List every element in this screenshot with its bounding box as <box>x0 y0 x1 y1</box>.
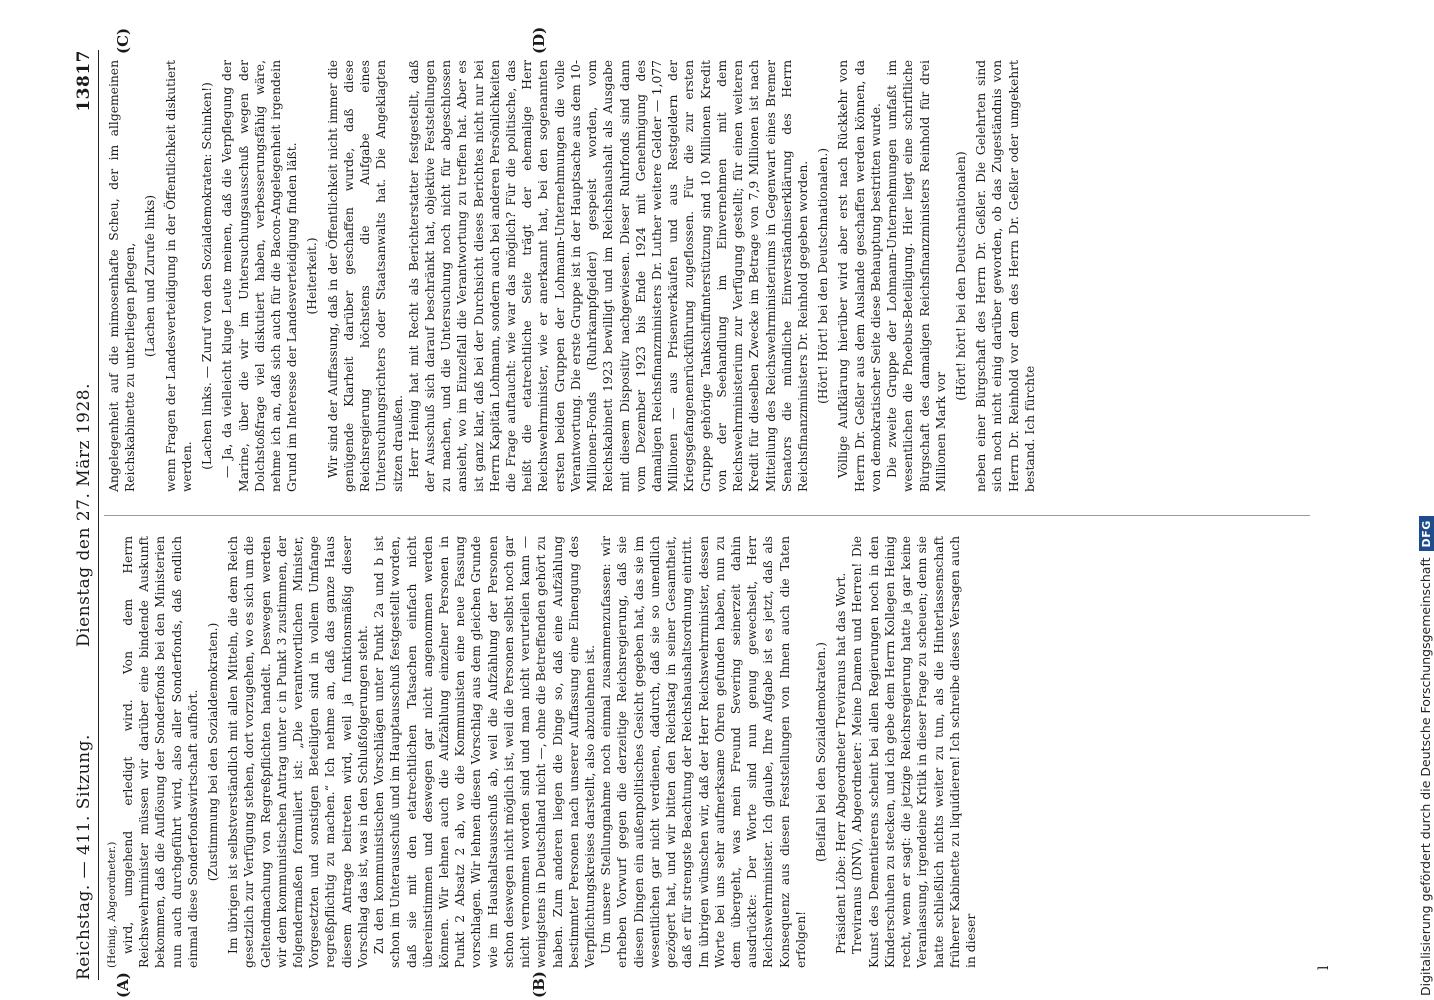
paragraph: Herr Heinig hat mit Recht als Berichterstatter festgestellt, daß der Ausschuß sich darauf beschränkt hat, objektive Feststellungen zu machen, und die Untersuchung noch nicht für abgeschlossen ansieht, wo im Einzelfall die Verantwortung zu treffen hat. Aber es ist ganz klar, daß bei der Durchsicht dieses Berichtes nicht nur bei Herrn Kapitän Lohmann, sondern auch bei anderen Persönlichkeiten die Frage auftaucht: wie war das möglich? Für die politische, das heißt die etatrechtliche Seite trägt der ehemalige Herr Reichswehrminister, wie er anerkannt hat, bei den sogenannten ersten beiden Gruppen der Lohmann-Unternehmungen die volle Verantwortung. Die erste Gruppe ist in der Hauptsache aus dem 10-Millionen-Fonds (Ruhrkampfgelder) gespeist worden, vom Reichskabinett 1923 bewilligt und im Reichshaushalt als Ausgabe mit diesem Dispositiv nachgewiesen. Dieser Ruhrfonds sind dann vom Dezember 1923 bis Ende 1924 mit Genehmigung des damaligen Reichsfinanzministers Dr. Luther weitere Gelder — 1,077 Millionen — aus Prisenverkäufen und aus Restgeldern der Kriegsgefangenenrückführung zugeflossen. Für die zur ersten Gruppe gehörige Tankschiffunterstützung sind 10 Millionen Kredit von der Seehandlung im Einvernehmen mit dem Reichswehrministerium zur Verfügung gestellt; für einen weiteren Kredit für dieselben Zwecke im Betrage von 7,9 Millionen ist nach Mitteilung des Reichswehrministeriums in Gegenwart eines Bremer Senators die mündliche Einverständniserklärung des Herrn Reichsfinanzministers Dr. Reinhold gegeben worden. <box>406 60 810 492</box>
paragraph: neben einer Bürgschaft des Herrn Dr. Geßler. Die Gelehrten sind sich noch nicht einig darüber geworden, ob das Zugeständnis von Herrn Dr. Reinhold vor dem des Herrn Dr. Geßler oder umgekehrt bestand. Ich fürchte <box>974 60 1037 492</box>
dfg-logo: DFG <box>1419 516 1434 551</box>
paragraph: wird, umgehend erledigt wird. Von dem Herrn Reichswehrminister müssen wir darüber eine bindende Auskunft bekommen, daß die Auflösung der Sonderfonds bei den Ministerien nun auch durchgeführt wird, also aller Sonderfonds, daß endlich einmal diese Sonderfondswirtschaft aufhört. <box>120 536 200 968</box>
interjection: (Heiterkeit.) <box>305 237 320 315</box>
scanned-document-page <box>60 26 1350 1000</box>
interjection: (Hört! hört! bei den Deutschnationalen) <box>953 151 968 401</box>
president-statement: Präsident Löbe: Herr Abgeordneter Treviranus hat das Wort. <box>834 572 849 954</box>
margin-marker-c: (C) <box>114 27 132 54</box>
column-divider <box>104 515 1310 516</box>
header-date: Dienstag den 27. März 1928. <box>74 383 94 647</box>
interjection: (Zustimmung bei den Sozialdemokraten.) <box>205 622 220 882</box>
interjection: (Lachen links. — Zuruf von den Sozialdemokraten: Schinken!) <box>200 82 215 470</box>
right-column <box>106 60 1306 492</box>
digitization-credit <box>1418 6 1434 1000</box>
paragraph: Die zweite Gruppe der Lohmann-Unternehmungen umfaßt im wesentlichen die Phoebus-Beteiligung. Hier liegt eine schriftliche Bürgschaft des damaligen Reichsfinanzministers Reinhold für drei Millionen Mark vor <box>885 60 948 492</box>
paragraph: wenn Fragen der Landesverteidigung in der Öffentlichkeit diskutiert werden. <box>163 60 194 492</box>
margin-marker-a: (A) <box>114 972 132 998</box>
margin-marker-b: (B) <box>530 971 548 998</box>
footer-mark: l <box>1316 965 1332 970</box>
page-number: 13817 <box>74 50 94 112</box>
interjection: (Hört! Hört! bei den Deutschnationalen.) <box>816 147 831 405</box>
paragraph: — Ja, da vielleicht kluge Leute meinen, daß die Verpflegung der Marine, über die wir im Untersuchungsausschuß wegen der Dolchstoßfrage viel diskutiert haben, verbesserungsfähig wäre, nehme ich an, daß sich auch für die Bacon-Angelegenheit irgendein Grund im Interesse der Landesverteidigung finden läßt. <box>220 60 300 492</box>
header-session: Reichstag. — 411. Sitzung. <box>74 734 94 980</box>
left-column <box>106 536 1306 968</box>
speaker-continuation: (Heinig, Abgeordneter.) <box>106 841 118 968</box>
speech-treviranus: Treviranus (DNV), Abgeordneter: Meine Damen und Herren! Die Kunst des Dementierens scheint bei allen Regierungen noch in den Kinderschuhen zu stecken, und ich gebe dem Herrn Kollegen Heinig recht, wenn er sagt: die jetzige Reichsregierung hatte ja gar keine Veranlassung, irgendeine Kritik in dieser Frage zu scheuen; denn sie hatte schließlich nichts weiter zu tun, als die Hinterlassenschaft früherer Kabinette zu liquidieren! Ich schreibe dieses Versagen auch in dieser <box>850 536 979 968</box>
credit-text: Digitalisierung gefördert durch die Deutsche Forschungsgemeinschaft <box>1418 557 1433 996</box>
header-rule <box>98 50 99 980</box>
interjection: (Lachen und Zurufe links) <box>143 194 158 358</box>
paragraph: Um unsere Stellungnahme noch einmal zusammenzufassen: wir erheben Vorwurf gegen die derzeitige Reichsregierung, daß sie diesen Dingen ein außenpolitisches Gesicht gegeben hat, das sie im wesentlichen gar nicht verdienen, dadurch, daß sie so unendlich gezögert hat, und wir bitten den Reichstag in seiner Gesamtheit, daß er für strengste Beachtung der Reichshaushaltsordnung eintritt. Im übrigen wünschen wir, daß der Herr Reichswehrminister, dessen Worte bei uns sehr aufmerksame Ohren gefunden haben, nun zu dem übergeht, was mein Freund Severing seinerzeit dahin ausdrückte: Der Worte sind nun genug gewechselt, Herr Reichswehrminister. Ich glaube, Ihre Aufgabe ist es jetzt, daß als Konsequenz aus diesen Feststellungen von Ihnen auch die Taten erfolgen! <box>599 536 808 968</box>
page-header <box>74 50 98 980</box>
interjection: (Beifall bei den Sozialdemokraten.) <box>814 642 829 862</box>
paragraph: Im übrigen ist selbstverständlich mit allen Mitteln, die dem Reich gesetzlich zur Verfügung stehen, dort vorzugehen, wo es sich um die Geltendmachung von Regreßpflichten handelt. Deswegen werden wir dem kommunistischen Antrag unter c in Punkt 3 zustimmen, der folgendermaßen formuliert ist: „Die verantwortlichen Minister, Vorgesetzten und sonstigen Beteiligten sind in vollem Umfange regreßpflichtig zu machen.“ Ich nehme an, daß das ganze Haus diesem Antrage beitreten wird, weil ja funktionsmäßig dieser Vorschlag das ist, was in den Schlußfolgerungen steht. <box>226 536 370 968</box>
paragraph: Angelegenheit auf die mimosenhafte Scheu, der im allgemeinen Reichskabinette zu unterliegen pflegen, <box>107 60 138 492</box>
margin-marker-d: (D) <box>530 26 548 54</box>
paragraph: Wir sind der Auffassung, daß in der Öffentlichkeit nicht immer die genügende Klarheit darüber geschaffen wurde, daß diese Reichsregierung höchstens die Aufgabe eines Untersuchungsrichters oder Staatsanwalts hat. Die Angeklagten sitzen draußen. <box>325 60 405 492</box>
paragraph: Zu den kommunistischen Vorschlägen unter Punkt 2a und b ist schon im Unterausschuß und im Hauptausschuß festgestellt worden, daß sie mit den etatrechtlichen Tatsachen einfach nicht übereinstimmen und deswegen gar nicht angenommen werden können. Wir lehnen auch die Aufzählung einzelner Personen in Punkt 2 Absatz 2 ab, wo die Kommunisten eine neue Fassung vorschlagen. Wir lehnen diesen Vorschlag aus dem gleichen Grunde wie im Haushaltsausschuß ab, weil die Aufzählung der Personen schon deswegen nicht möglich ist, weil die Personen selbst noch gar nicht vernommen worden sind und man nicht verurteilen kann — wenigstens in Deutschland nicht —, ohne die Betreffenden gehört zu haben. Zum anderen liegen die Dinge so, daß eine Aufzählung bestimmter Personen nach unserer Auffassung eine Einengung des Verpflichtungskreises darstellt, also abzulehnen ist. <box>372 536 597 968</box>
paragraph: Völlige Aufklärung hierüber wird aber erst nach Rückkehr von Herrn Dr. Geßler aus dem Auslande geschaffen werden können, da von demokratischer Seite diese Behauptung bestritten wurde. <box>836 60 883 492</box>
